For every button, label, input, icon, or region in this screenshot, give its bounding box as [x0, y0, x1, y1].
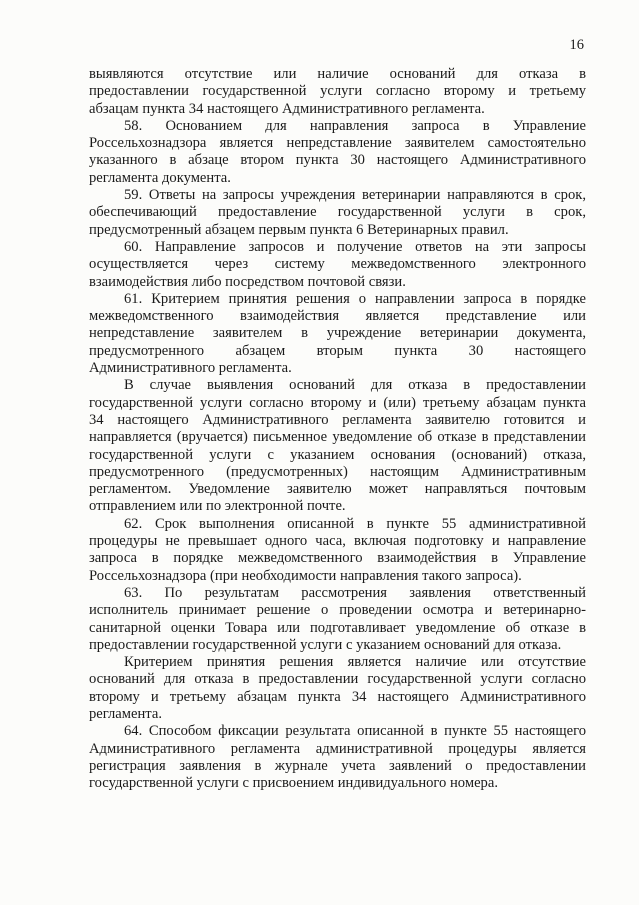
text-line: 60. Направление запросов и получение ответов на эти запросы [124, 238, 586, 255]
text-line: 58. Основанием для направления запроса в Управление [124, 117, 586, 134]
text-line: предусмотренного (предусмотренных) настоящим Административным [89, 463, 586, 480]
text-line: государственной услуги с присвоением индивидуального номера. [89, 775, 498, 792]
text-line: предусмотренный абзацем первым пункта 6 Ветеринарных правил. [89, 221, 509, 238]
text-line: Административного регламента административной процедуры является [89, 740, 586, 757]
text-line: 64. Способом фиксации результата описанной в пункте 55 настоящего [124, 723, 586, 740]
text-line: предоставлении государственной услуги с указанием оснований для отказа. [89, 636, 562, 653]
text-line: обеспечивающий предоставление государственной услуги в срок, [89, 204, 586, 221]
text-line: указанного в абзаце втором пункта 30 настоящего Административного [89, 152, 586, 169]
text-line: направляется (вручается) письменное уведомление об отказе в представлении [89, 429, 586, 446]
text-line: отправлением или по электронной почте. [89, 498, 346, 515]
text-line: регламента. [89, 705, 162, 722]
text-line: Административного регламента. [89, 360, 292, 377]
paragraph-59 [89, 187, 586, 239]
document-body [89, 66, 586, 792]
text-line: выявляются отсутствие или наличие оснований для отказа в [89, 66, 586, 82]
text-line: запроса в порядке межведомственного взаимодействия в Управление [89, 550, 586, 567]
text-line: 62. Срок выполнения описанной в пункте 55 административной [124, 515, 586, 532]
paragraph-continuation [89, 66, 586, 118]
text-line: Россельхознадзора является непредставление заявителем самостоятельно [89, 135, 586, 152]
text-line: 63. По результатам рассмотрения заявления ответственный [124, 584, 586, 601]
paragraph-62 [89, 516, 586, 585]
text-line: оснований для отказа в предоставлении государственной услуги согласно [89, 671, 586, 688]
paragraph-58 [89, 118, 586, 187]
text-line: процедуры не превышает одного часа, включая подготовку и направление [89, 533, 586, 550]
text-line: регламентом. Уведомление заявителю может направляться почтовым [89, 481, 586, 498]
paragraph-60 [89, 239, 586, 291]
paragraph-61 [89, 291, 586, 377]
paragraph-63 [89, 585, 586, 654]
paragraph-decision-criterion [89, 654, 586, 723]
text-line: 59. Ответы на запросы учреждения ветеринарии направляются в срок, [124, 187, 586, 204]
text-line: В случае выявления оснований для отказа в предоставлении [124, 377, 586, 394]
text-line: 61. Критерием принятия решения о направлении запроса в порядке [124, 290, 586, 307]
text-line: непредставление заявителем в учреждение ветеринарии документа, [89, 325, 586, 342]
text-line: предусмотренного абзацем вторым пункта 30 настоящего [89, 342, 586, 359]
page-number: 16 [569, 37, 584, 53]
text-line: государственной услуги с указанием основания (оснований) отказа, [89, 446, 586, 463]
text-line: второму и третьему абзацам пункта 34 настоящего Административного [89, 688, 586, 705]
text-line: санитарной оценки Товара или подготавливает уведомление об отказе в [89, 619, 586, 636]
text-line: государственной услуги согласно второму и (или) третьему абзацам пункта [89, 394, 586, 411]
paragraph-refusal-notice [89, 377, 586, 515]
paragraph-64 [89, 723, 586, 792]
text-line: регистрация заявления в журнале учета заявлений о предоставлении [89, 757, 586, 774]
text-line: абзацам пункта 34 настоящего Административного регламента. [89, 100, 485, 117]
text-line: 34 настоящего Административного регламента заявителю готовится и [89, 411, 586, 428]
text-line: Россельхознадзора (при необходимости направления такого запроса). [89, 567, 522, 584]
text-line: Критерием принятия решения является наличие или отсутствие [124, 654, 586, 671]
text-line: исполнитель принимает решение о проведении осмотра и ветеринарно- [89, 602, 586, 619]
text-line: регламента документа. [89, 169, 231, 186]
text-line: межведомственного взаимодействия является представление или [89, 308, 586, 325]
text-line: предоставлении государственной услуги согласно второму и третьему [89, 83, 586, 100]
text-line: осуществляется через систему межведомственного электронного [89, 256, 586, 273]
text-line: взаимодействия либо посредством почтовой связи. [89, 273, 406, 290]
